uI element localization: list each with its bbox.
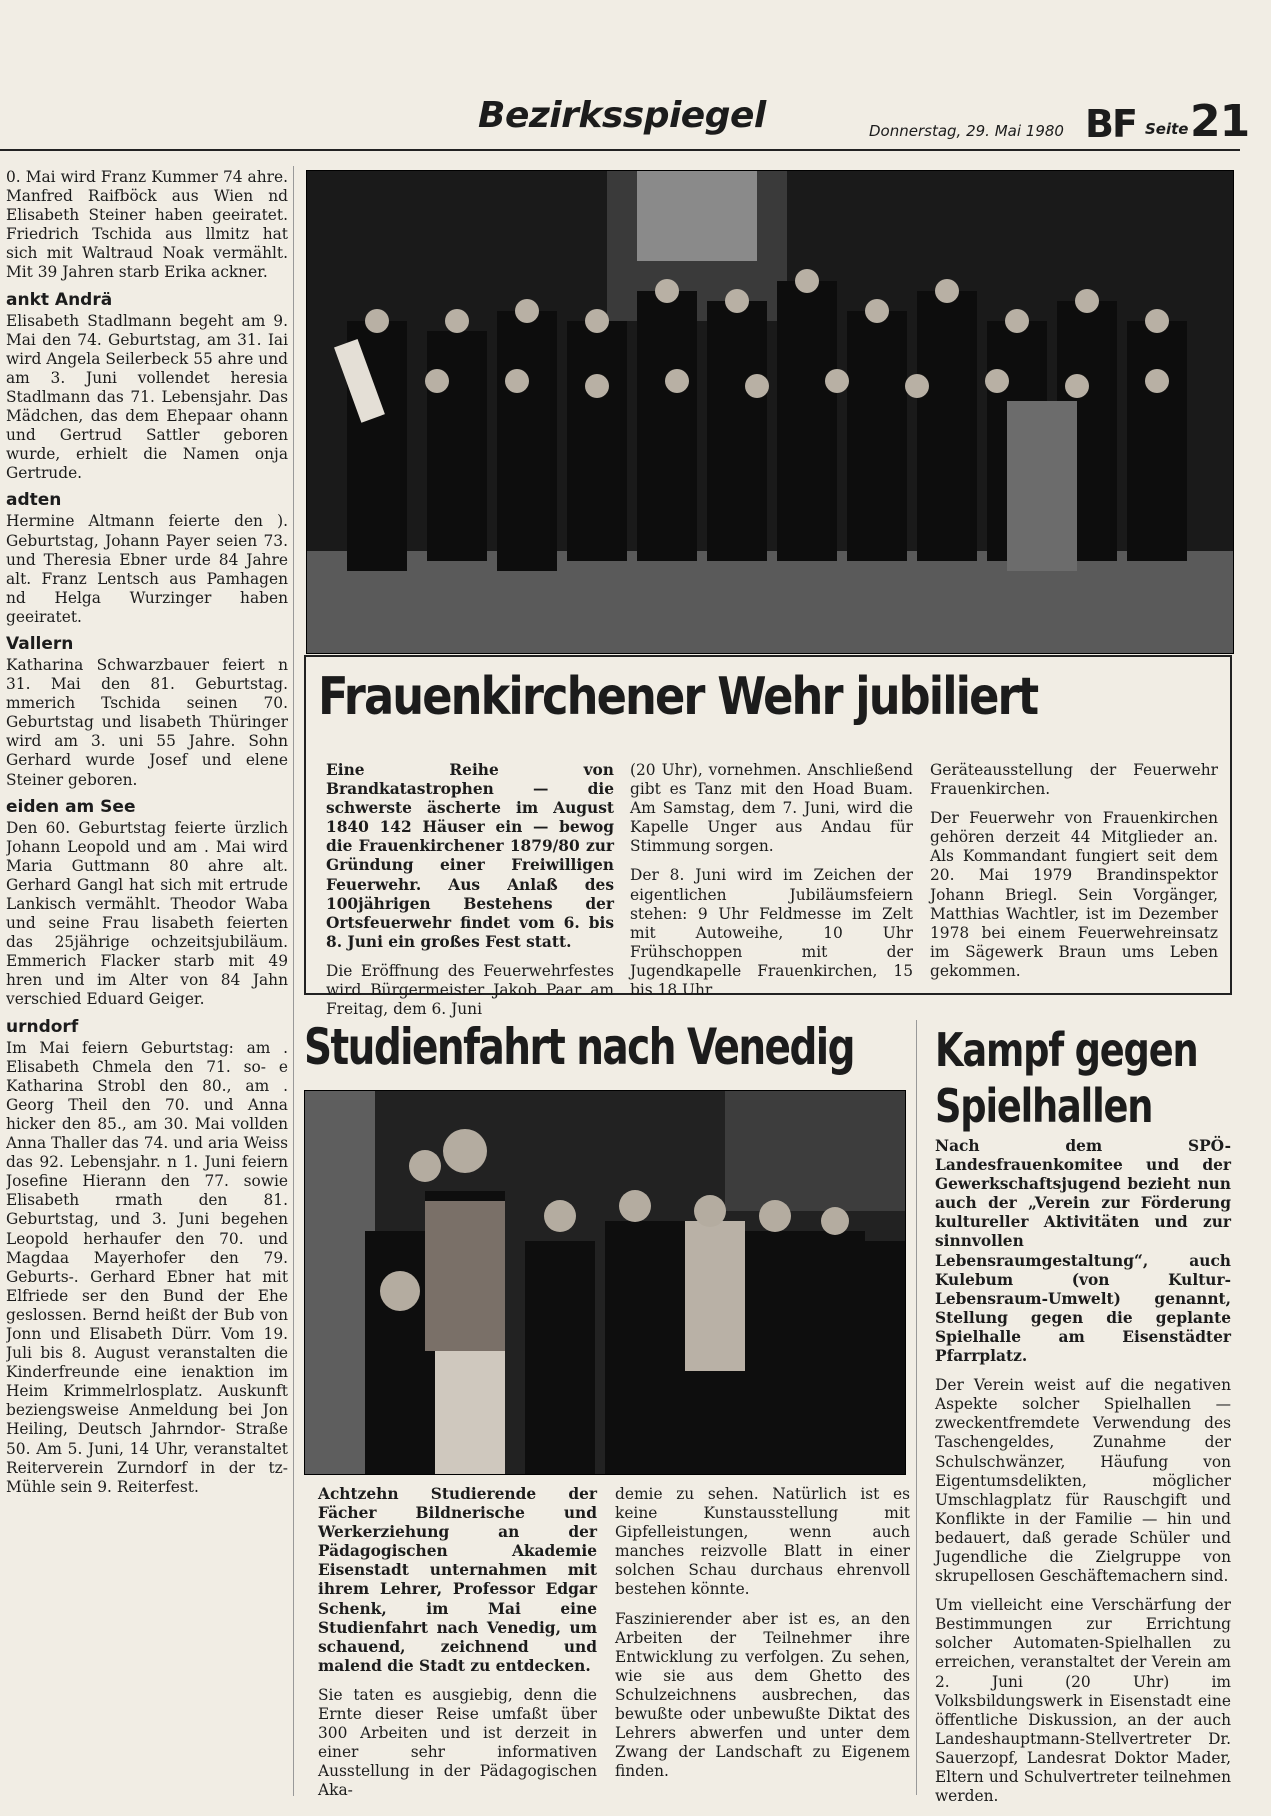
fire-article-column-1 bbox=[326, 761, 614, 1029]
study-trip-paragraph: demie zu sehen. Natürlich ist es keine Kunstausstellung mit Gipfelleistungen, wenn auch manches reizvolle Blatt in einer solchen Schau durchaus ehrenvoll bestehen könnte. bbox=[615, 1485, 910, 1599]
fire-article-paragraph: Der Feuerwehr von Frauenkirchen gehören derzeit 44 Mitglieder an. Als Kommandant fungiert seit dem 20. Mai 1979 Brandinspektor Johann Briegl. Sein Vorgänger, Matthias Wachtler, ist im Dezember 1978 bei einem Feuerwehreinsatz im Sägewerk Braun ums Leben gekommen. bbox=[930, 809, 1218, 980]
fire-article-headline: Frauenkirchener Wehr jubiliert bbox=[318, 667, 1038, 727]
local-news-paragraph: Katharina Schwarzbauer feiert n 31. Mai den 81. Geburtstag. mmerich Tschida seinen 70. Geburtstag und lisabeth Thüringer wird am 3. uni 55 Jahre. Sohn Gerhard wurde Josef und elene Steiner geboren. bbox=[6, 655, 288, 789]
page-number: 21 bbox=[1190, 96, 1250, 147]
local-news-paragraph: Im Mai feiern Geburtstag: am . Elisabeth Chmela den 71. so- e Katharina Strobl den 80., am . Georg Theil den 70. und Anna hicker den 85., am 30. Mai vollden Anna Thaller das 74. und aria Weiss das 92. Lebensjahr. n 1. Juni feiern Josefine Hierann den 77. sowie Elisabeth rmath den 81. Geburtstag, und 3. Juni begehen Leopold herhaufer den 70. und Magdaa Mayerhofer den 79. Geburts-. Gerhard Ebner hat mit Elfriede ser den Bund der Ehe geslossen. Bernd heißt der Bub von Jonn und Elisabeth Dürr. Vom 19. Juli bis 8. August veranstalten die Kinderfreunde eine ienaktion im Heim Krimmelrlosplatz. Auskunft beziengsweise Anmeldung bei Jon Heiling, Deutsch Jahrndor- Straße 50. Am 5. Juni, 14 Uhr, veranstaltet Reiterverein Zurndorf in der tz-Mühle sein 9. Reiterfest. bbox=[6, 1038, 288, 1496]
gambling-halls-paragraph: Der Verein weist auf die negativen Aspekte solcher Spielhallen — zweckentfremdete Verwendung des Taschengeldes, Zunahme der Schulschwänzer, Häufung von Eigentumsdelikten, möglicher Umschlagplatz für Rauschgift und Konflikte in der Familie — hin und bedauert, daß gerade Schüler und Jugendliche die Zielgruppe von skrupellosen Geschäftemachern sind. bbox=[935, 1376, 1231, 1586]
local-news-paragraph: Hermine Altmann feierte den ). Geburtstag, Johann Payer seien 73. und Theresia Ebner urde 84 Jahre alt. Franz Lentsch aus Pamhagen nd Helga Wurzinger haben geeiratet. bbox=[6, 512, 288, 626]
fire-article-paragraph: Geräteausstellung der Feuerwehr Frauenkirchen. bbox=[930, 761, 1218, 799]
local-news-column bbox=[6, 168, 288, 1793]
study-trip-photo bbox=[304, 1090, 906, 1475]
column-divider bbox=[916, 1020, 917, 1795]
gambling-halls-lead: Nach dem SPÖ-Landesfrauenkomitee und der Gewerkschaftsjugend bezieht nun auch der „Verein zur Förderung kultureller Aktivitäten und zur sinnvollen Lebensraumgestaltung“, auch Kulebum (von Kultur-Lebensraum-Umwelt) genannt, Stellung gegen die geplante Spielhalle am Eisenstädter Pfarrplatz. bbox=[935, 1137, 1231, 1366]
gambling-halls-paragraph: Um vielleicht eine Verschärfung der Bestimmungen zur Errichtung solcher Automaten-Spielhallen zu erreichen, veranstaltet der Verein am 2. Juni (20 Uhr) im Volksbildungswerk in Eisenstadt eine öffentliche Diskussion, an der auch Landeshauptmann-Stellvertreter Dr. Sauerzopf, Landesrat Doktor Mader, Eltern und Schulvertreter teilnehmen werden. bbox=[935, 1596, 1231, 1806]
section-title: Bezirksspiegel bbox=[478, 95, 766, 136]
masthead-divider bbox=[0, 149, 1240, 151]
fire-brigade-group-photo bbox=[306, 170, 1234, 654]
fire-article-paragraph: Der 8. Juni wird im Zeichen der eigentlichen Jubiläumsfeiern stehen: 9 Uhr Feldmesse im Zelt mit Autoweihe, 10 Uhr Frühschoppen mit der Jugendkapelle Frauenkirchen, 15 bis 18 Uhr bbox=[630, 866, 913, 1000]
local-news-paragraph: Elisabeth Stadlmann begeht am 9. Mai den 74. Geburtstag, am 31. Iai wird Angela Seilerbeck 55 ahre und am 3. Juni vollendet heresia Stadlmann das 71. Lebensjahr. Das Mädchen, das dem Ehepaar ohann und Gertrud Sattler geboren wurde, erhielt die Namen onja Gertrude. bbox=[6, 311, 288, 483]
study-trip-column-1 bbox=[318, 1485, 597, 1811]
gambling-halls-column bbox=[935, 1137, 1231, 1816]
local-news-heading: adten bbox=[6, 490, 62, 511]
column-divider bbox=[293, 166, 294, 1796]
study-trip-paragraph: Sie taten es ausgiebig, denn die Ernte dieser Reise umfaßt über 300 Arbeiten und ist derzeit in einer sehr informativen Ausstellung in der Pädagogischen Aka- bbox=[318, 1685, 597, 1800]
local-news-paragraph: Den 60. Geburtstag feierte ürzlich Johann Leopold und am . Mai wird Maria Guttmann 80 ahre alt. Gerhard Gangl hat sich mit ertrude Lankisch vermählt. Theodor Waba und seine Frau lisabeth feierten das 25jährige ochzeitsjubiläum. Emmerich Flacker starb mit 49 hren und im Alter von 84 Jahn verschied Eduard Geiger. bbox=[6, 818, 288, 1009]
fire-article-column-2 bbox=[630, 761, 913, 1010]
study-group-image bbox=[305, 1091, 905, 1474]
fire-article-lead: Eine Reihe von Brandkatastrophen — die schwerste äscherte im August 1840 142 Häuser ein — bewog die Frauenkirchener 1879/80 zur Gründung einer Freiwilligen Feuerwehr. Aus Anlaß des 100jährigen Bestehens der Ortsfeuerwehr findet vom 6. bis 8. Juni ein großes Fest statt. bbox=[326, 761, 614, 951]
local-news-heading: ankt Andrä bbox=[6, 289, 113, 310]
local-news-paragraph: 0. Mai wird Franz Kummer 74 ahre. Manfred Raifböck aus Wien nd Elisabeth Steiner haben geeiratet. Friedrich Tschida aus llmitz hat sich mit Waltraud Noak vermählt. Mit 39 Jahren starb Erika ackner. bbox=[6, 168, 288, 282]
fire-article-column-3 bbox=[930, 761, 1218, 991]
local-news-heading: Vallern bbox=[6, 633, 74, 654]
study-trip-lead: Achtzehn Studierende der Fächer Bildnerische und Werkerziehung an der Pädagogischen Akademie Eisenstadt unternahmen mit ihrem Lehrer, Professor Edgar Schenk, im Mai eine Studienfahrt nach Venedig, um schauend, zeichnend und malend die Stadt zu entdecken. bbox=[318, 1485, 597, 1675]
newspaper-logo: BF bbox=[1085, 102, 1136, 146]
gambling-halls-headline: Kampf gegen Spielhallen bbox=[935, 1023, 1198, 1133]
study-trip-headline: Studienfahrt nach Venedig bbox=[304, 1018, 854, 1076]
issue-date: Donnerstag, 29. Mai 1980 bbox=[869, 122, 1064, 140]
page-label: Seite bbox=[1145, 120, 1189, 138]
local-news-heading: urndorf bbox=[6, 1016, 79, 1037]
fire-article-paragraph: (20 Uhr), vornehmen. Anschließend gibt es Tanz mit den Hoad Buam. Am Samstag, dem 7. Juni, wird die Kapelle Unger aus Andau für Stimmung sorgen. bbox=[630, 761, 913, 856]
local-news-heading: eiden am See bbox=[6, 796, 136, 817]
study-trip-column-2 bbox=[615, 1485, 910, 1791]
study-trip-paragraph: Faszinierender aber ist es, an den Arbeiten der Teilnehmer ihre Entwicklung zu verfolgen. Zu sehen, wie sie aus dem Ghetto des Schulzeichnens ausbrechen, das bewußte oder unbewußte Diktat des Lehrers abwerfen und unter dem Zwang der Landschaft zu Eigenem finden. bbox=[615, 1609, 910, 1781]
group-photo-image bbox=[307, 171, 1233, 653]
fire-article-paragraph: Die Eröffnung des Feuerwehrfestes wird Bürgermeister Jakob Paar am Freitag, dem 6. Juni bbox=[326, 961, 614, 1019]
